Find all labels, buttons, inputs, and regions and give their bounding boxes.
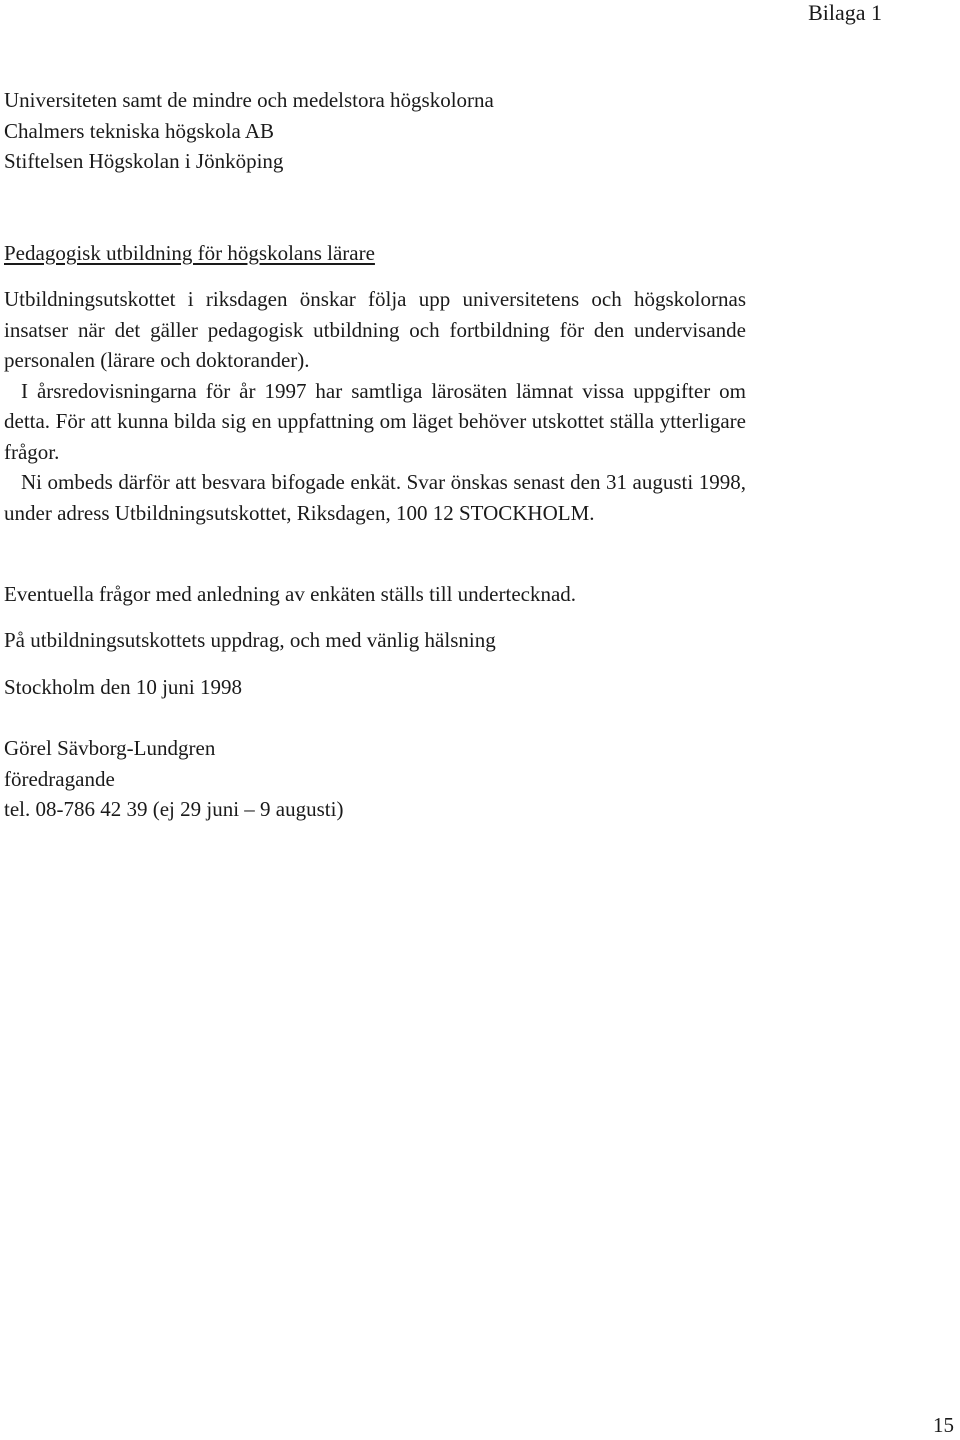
recipient-list [4, 85, 494, 177]
recipient-line: Stiftelsen Högskolan i Jönköping [4, 149, 284, 173]
signature-block [4, 733, 343, 825]
signatory-name: Görel Sävborg-Lundgren [4, 736, 216, 760]
place-date: Stockholm den 10 juni 1998 [4, 675, 242, 699]
attachment-label: Bilaga 1 [808, 0, 882, 25]
body-paragraph: Ni ombeds därför att besvara bifogade enkät. Svar önskas senast den 31 augusti 1998, under adress Utbildningsutskottet, Riksdagen, 100 12 STOCKHOLM. [4, 470, 746, 525]
closing-line: På utbildningsutskottets uppdrag, och med vänlig hälsning [4, 628, 496, 652]
body-paragraph: Utbildningsutskottet i riksdagen önskar följa upp universitetens och högskolornas insatser när det gäller pedagogisk utbildning och fortbildning för den undervisande personalen (lärare och doktorander). [4, 287, 746, 372]
body-paragraph: I årsredovisningarna för år 1997 har samtliga lärosäten lämnat vissa uppgifter om detta. För att kunna bilda sig en uppfattning om läget behöver utskottet ställa ytterligare frågor. [4, 378, 746, 464]
subject-heading: Pedagogisk utbildning för högskolans lärare [4, 241, 375, 265]
recipient-line: Universiteten samt de mindre och medelstora högskolorna [4, 88, 494, 112]
questions-note: Eventuella frågor med anledning av enkäten ställs till undertecknad. [4, 582, 577, 606]
signatory-phone: tel. 08-786 42 39 (ej 29 juni – 9 augusti) [4, 797, 344, 821]
signatory-title: föredragande [4, 766, 115, 791]
recipient-line: Chalmers tekniska högskola AB [4, 118, 275, 143]
page-number: 15 [933, 1413, 954, 1437]
letter-body [4, 284, 746, 528]
